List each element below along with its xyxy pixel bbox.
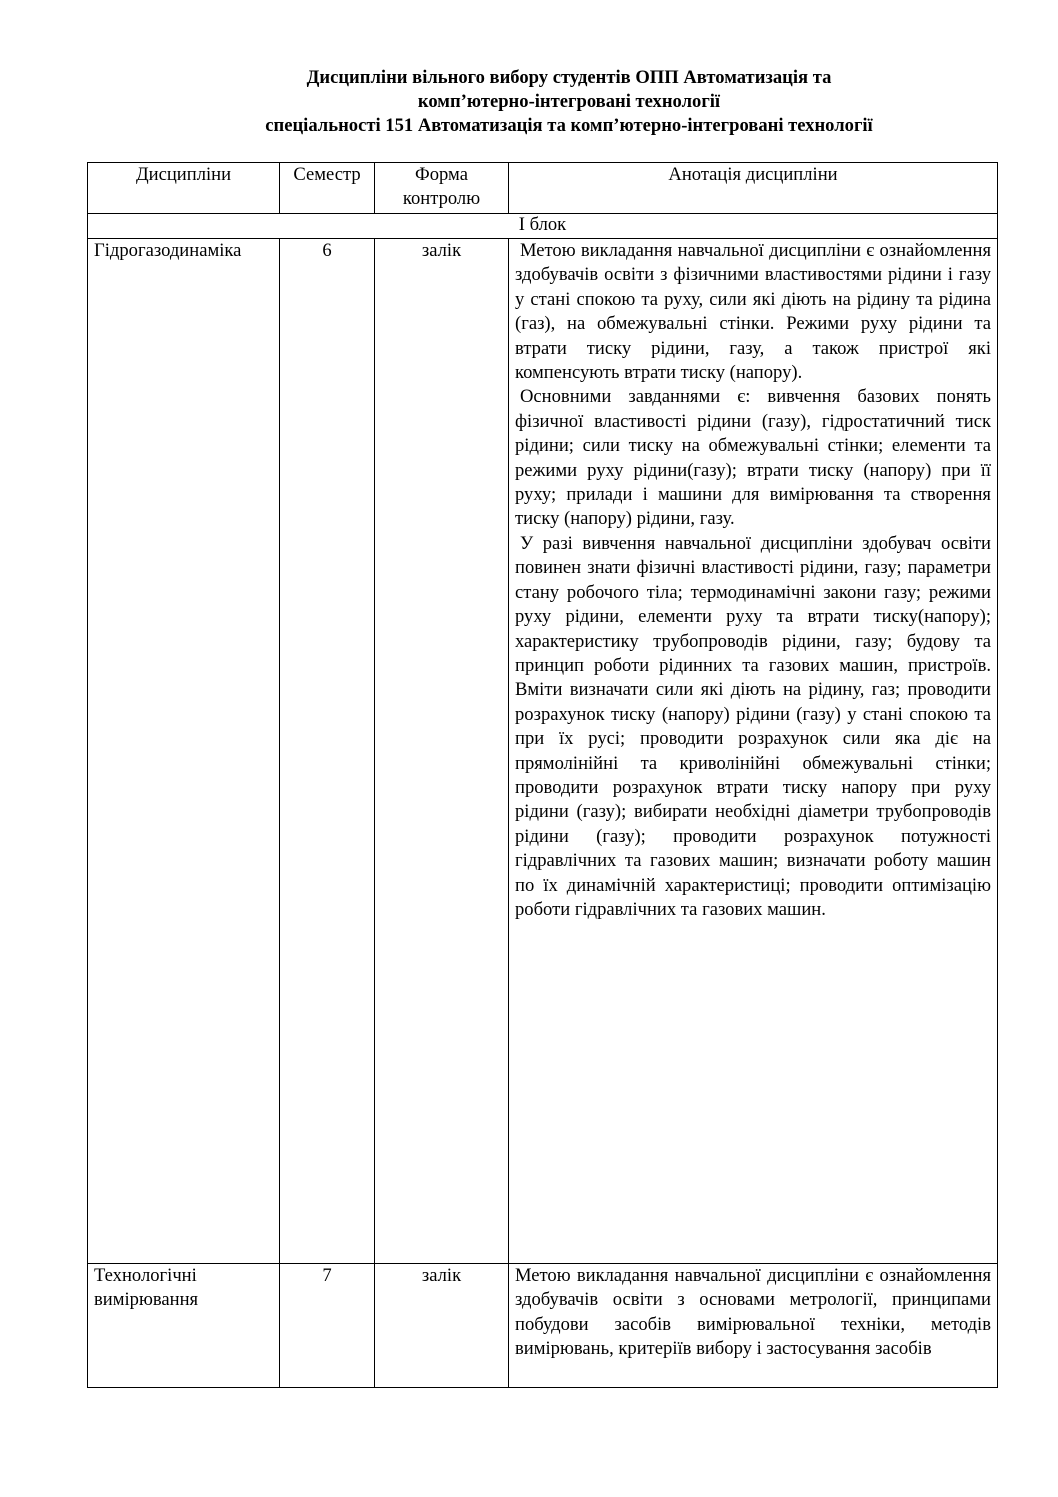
annotation-cell: [509, 239, 998, 1264]
annotation-paragraph: Метою викладання навчальної дисципліни є ознайомлення здобувачів освіти з фізичними властивостями рідини і газу у стані спокою та руху, сили які діють на рідину та рідина (газ), на обмежувальні стінки. Режими руху рідини та втрати тиску рідини, газу, а також пристрої які компенсують втрати тиску (напору).: [515, 240, 991, 384]
table-header-row: [88, 163, 998, 214]
control-form-value: залік: [375, 239, 509, 1264]
block-label: І блок: [88, 214, 998, 239]
header-control-form: Форма контролю: [375, 163, 509, 214]
title-line-1: Дисципліни вільного вибору студентів ОПП Автоматизація та: [306, 67, 832, 88]
annotation-paragraph: Основними завданнями є: вивчення базових понять фізичної властивості рідини (газу), гідростатичний тиск рідини; сили тиску на обмежувальні стінки; елементи та режими руху рідини(газу); втрати тиску (напору) при її руху; прилади і машини для вимірювання та створення тиску (напору) рідини, газу.: [515, 386, 991, 530]
block-row: [88, 214, 998, 239]
annotation-paragraph: Метою викладання навчальної дисципліни є ознайомлення здобувачів освіти з основами метрології, принципами побудови засобів вимірювальної техніки, методів вимірювань, критеріїв вибору і застосування засобів: [515, 1265, 991, 1360]
annotation-cell: [509, 1264, 998, 1388]
title-line-3: спеціальності 151 Автоматизація та комп’ютерно-інтегровані технології: [265, 115, 873, 136]
header-annotation: Анотація дисципліни: [509, 163, 998, 214]
header-semester: Семестр: [280, 163, 375, 214]
semester-value: 7: [280, 1264, 375, 1388]
control-form-value: залік: [375, 1264, 509, 1388]
table-row: [88, 239, 998, 1264]
table-row: [88, 1264, 998, 1388]
discipline-name: Гідрогазодинаміка: [88, 239, 280, 1264]
disciplines-table: [87, 162, 998, 1388]
semester-value: 6: [280, 239, 375, 1264]
annotation-paragraph: У разі вивчення навчальної дисципліни здобувач освіти повинен знати фізичні властивості рідини, газу; параметри стану робочого тіла; термодинамічні закони газу; режими руху рідини, елементи руху та втрати тиску(напору); характеристику трубопроводів рідини, газу; будову та принцип роботи рідинних та газових машин, пристроїв. Вміти визначати сили які діють на рідину, газ; проводити розрахунок тиску (напору) рідини (газу) у стані спокою та при їх русі; проводити розрахунок сили яка діє на прямолінійні та криволінійні обмежувальні стінки; проводити розрахунок втрати тиску напору при руху рідини (газу); вибирати необхідні діаметри трубопроводів рідини (газу); проводити розрахунок потужності гідравлічних та газових машин; визначати роботу машин по їх динамічній характеристиці; проводити оптимізацію роботи гідравлічних та газових машин.: [515, 532, 991, 920]
header-discipline: Дисципліни: [88, 163, 280, 214]
discipline-name: Технологічні вимірювання: [88, 1264, 280, 1388]
document-title: [0, 66, 1058, 138]
title-line-2: комп’ютерно-інтегровані технології: [417, 91, 721, 112]
